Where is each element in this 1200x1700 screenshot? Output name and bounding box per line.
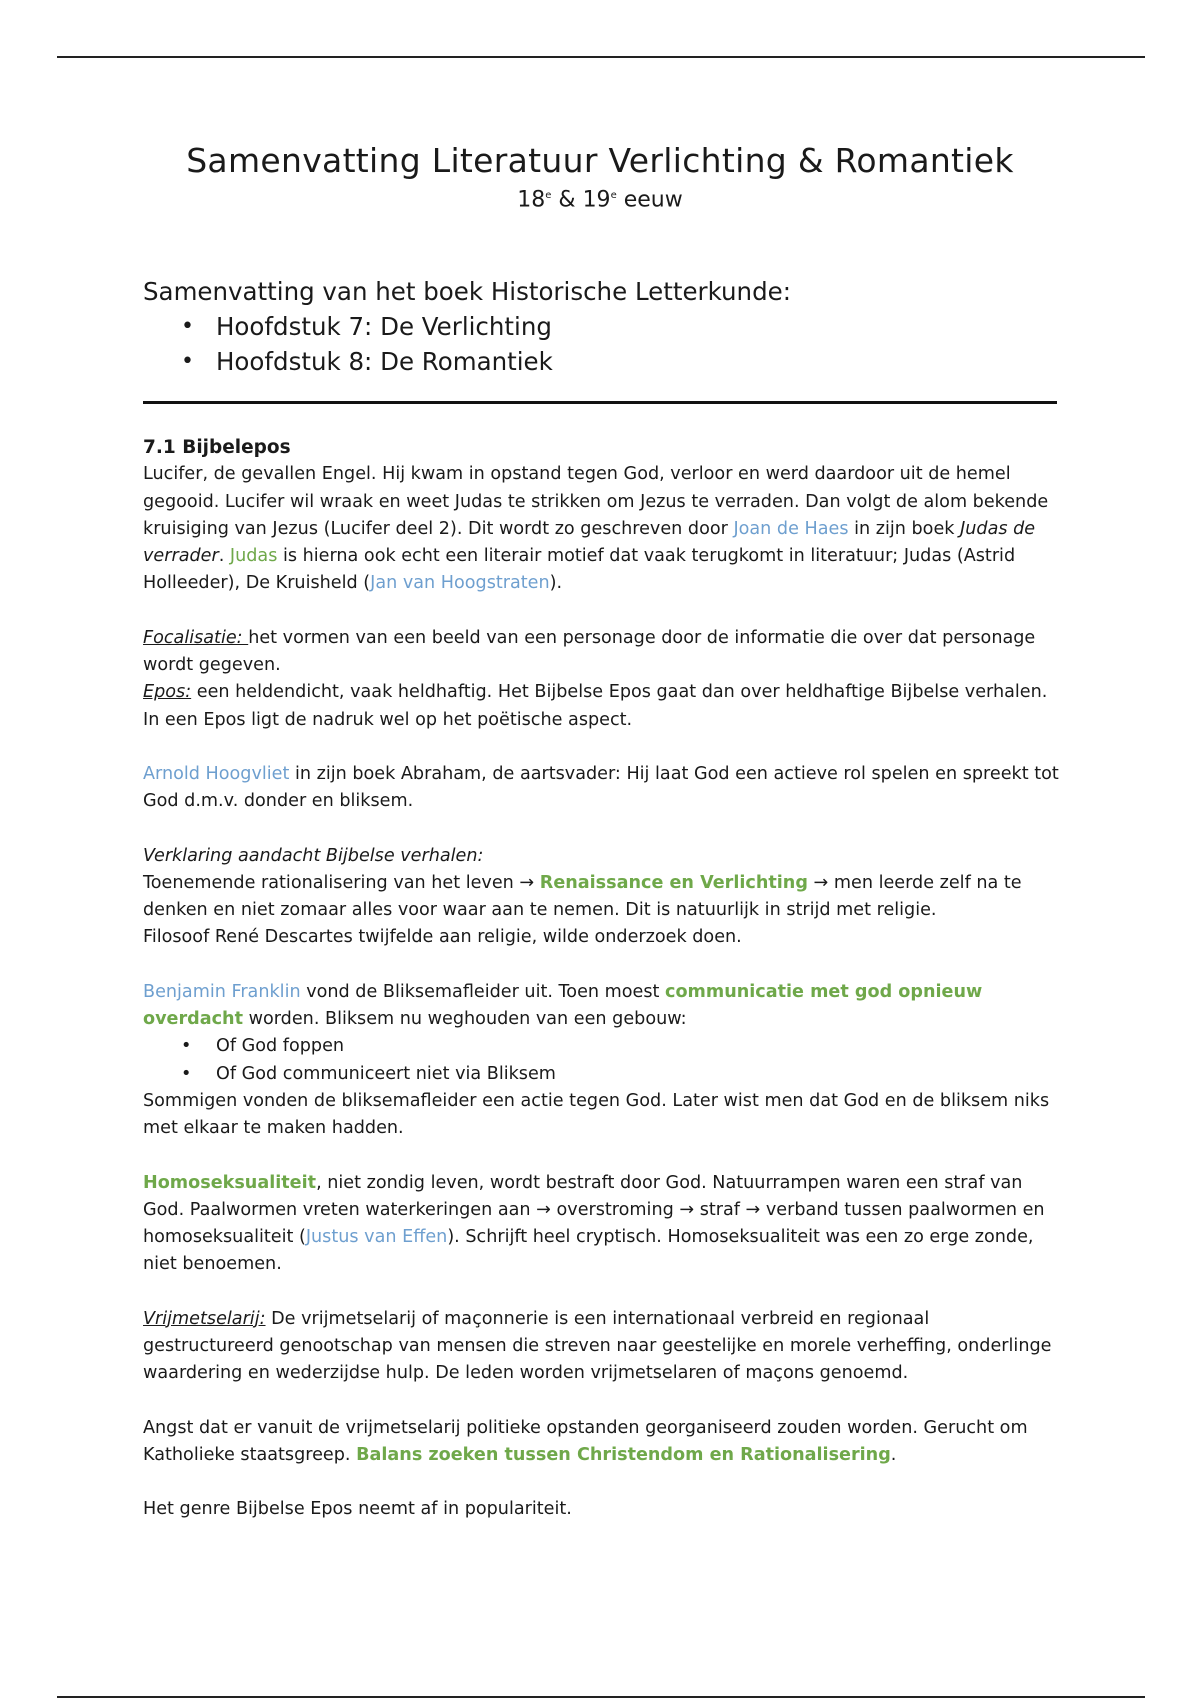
text-run: , niet zondig leven, wordt bestraft door God. Natuurrampen waren een straf van God. Paalwormen vreten waterkeringen aan → overstroming → straf → verband tussen paalwormen en homoseksualiteit (	[143, 1172, 1045, 1248]
subtitle-century-18: 18	[517, 187, 546, 213]
keyword-renaissance: Renaissance en Verlichting	[539, 872, 808, 893]
text-run: in zijn boek	[848, 518, 961, 539]
document-content	[143, 274, 1063, 1524]
bottom-page-rule	[57, 1696, 1145, 1698]
text-run: een heldendicht, vaak heldhaftig. Het Bijbelse Epos gaat dan over heldhaftige Bijbelse verhalen. In een Epos ligt de nadruk wel op het poëtische aspect.	[143, 682, 1048, 730]
keyword-judas: Judas	[229, 546, 278, 567]
author-joan-de-haes: Joan de Haes	[733, 518, 849, 539]
subtitle-sup-2: e	[610, 190, 617, 201]
arrow-icon: →	[813, 872, 829, 893]
author-justus-van-effen: Justus van Effen	[305, 1227, 448, 1248]
author-arnold-hoogvliet: Arnold Hoogvliet	[143, 763, 290, 784]
subheading-verklaring: Verklaring aandacht Bijbelse verhalen:	[143, 845, 484, 866]
text-run: .	[890, 1444, 897, 1465]
section-heading: 7.1 Bijbelepos	[143, 437, 291, 458]
subtitle-eeuw: eeuw	[616, 187, 683, 213]
section-body	[143, 434, 1063, 1524]
text-run: vond de Bliksemafleider uit. Toen moest	[300, 981, 666, 1002]
term-focalisatie: Focalisatie:	[143, 627, 249, 648]
chapter-item: • Hoofdstuk 8: De Romantiek	[143, 344, 1063, 379]
text-run: men leerde zelf na te denken en niet zomaar alles voor waar aan te nemen. Dit is natuurlijk in strijd met religie.	[143, 872, 1022, 921]
subtitle-sup-1: e	[545, 190, 552, 201]
chapter-list	[143, 309, 1063, 379]
text-run: worden. Bliksem nu weghouden van een gebouw:	[243, 1009, 687, 1030]
arrow-icon: →	[519, 872, 535, 893]
term-vrijmetselarij: Vrijmetselarij:	[143, 1308, 266, 1329]
keyword-communicatie: communicatie met god opnieuw overdacht	[143, 981, 983, 1030]
paragraph-conclusie: Het genre Bijbelse Epos neemt af in populariteit.	[143, 1499, 572, 1520]
paragraph-rationalisering	[143, 870, 1063, 925]
text-run: Toenemende rationalisering van het leven	[143, 872, 520, 893]
author-benjamin-franklin: Benjamin Franklin	[143, 981, 301, 1002]
text-run: .	[218, 546, 230, 567]
definition-focalisatie	[143, 625, 1063, 680]
definition-vrijmetselarij	[143, 1306, 1063, 1388]
paragraph-hoogvliet	[143, 761, 1063, 816]
franklin-list	[143, 1033, 1063, 1088]
top-page-rule	[57, 56, 1145, 58]
paragraph-lucifer	[143, 461, 1063, 597]
text-run: ). Schrijft heel cryptisch. Homoseksualiteit was een zo erge zonde, niet benoemen.	[143, 1227, 1034, 1275]
section-divider	[143, 401, 1057, 404]
definition-epos	[143, 679, 1063, 734]
text-run: Angst dat er vanuit de vrijmetselarij politieke opstanden georganiseerd zouden worden. Gerucht om Katholieke staatsgreep.	[143, 1417, 1028, 1465]
term-epos: Epos:	[143, 682, 192, 703]
author-jan-van-hoogstraten: Jan van Hoogstraten	[370, 573, 550, 594]
text-run: in zijn boek Abraham, de aartsvader: Hij laat God een actieve rol spelen en spreekt tot God d.m.v. donder en bliksem.	[143, 763, 1059, 812]
keyword-balans: Balans zoeken tussen Christendom en Rationalisering	[356, 1444, 891, 1465]
paragraph-angst	[143, 1415, 1063, 1470]
text-run: De vrijmetselarij of maçonnerie is een internationaal verbreid en regionaal gestructureerd genootschap van mensen die streven naar geestelijke en morele verheffing, onderlinge waardering en wederzijdse hulp. De leden worden vrijmetselaren of maçons genoemd.	[143, 1308, 1052, 1384]
list-item: • Of God communiceert niet via Bliksem	[143, 1061, 1063, 1088]
chapter-item: • Hoofdstuk 7: De Verlichting	[143, 309, 1063, 344]
text-run: ).	[549, 573, 563, 594]
book-title: Judas de verrader	[143, 518, 1036, 567]
paragraph-bliksemafleider: Sommigen vonden de bliksemafleider een actie tegen God. Later wist men dat God en de bliksem niks met elkaar te maken hadden.	[143, 1090, 1050, 1139]
paragraph-descartes: Filosoof René Descartes twijfelde aan religie, wilde onderzoek doen.	[143, 927, 742, 948]
title-block	[0, 140, 1200, 214]
document-title: Samenvatting Literatuur Verlichting & Romantiek	[186, 141, 1014, 180]
keyword-homoseksualiteit: Homoseksualiteit	[143, 1172, 317, 1193]
paragraph-franklin	[143, 979, 1063, 1034]
list-item: • Of God foppen	[143, 1033, 1063, 1060]
text-run: Lucifer, de gevallen Engel. Hij kwam in opstand tegen God, verloor en werd daardoor uit de hemel gegooid. Lucifer wil wraak en weet Judas te strikken om Jezus te verraden. Dan volgt de alom bekende kruisiging van Jezus (Lucifer deel 2). Dit wordt zo geschreven door	[143, 464, 1049, 539]
paragraph-homoseksualiteit	[143, 1170, 1063, 1279]
text-run: het vormen van een beeld van een personage door de informatie die over dat personage wordt gegeven.	[143, 627, 1036, 676]
intro-block	[143, 274, 1063, 379]
document-subtitle	[0, 182, 1200, 214]
text-run: is hierna ook echt een literair motief dat vaak terugkomt in literatuur; Judas (Astrid Holleeder), De Kruisheld (	[143, 546, 1016, 594]
intro-heading: Samenvatting van het boek Historische Letterkunde:	[143, 277, 791, 306]
subtitle-century-19: & 19	[551, 187, 611, 213]
